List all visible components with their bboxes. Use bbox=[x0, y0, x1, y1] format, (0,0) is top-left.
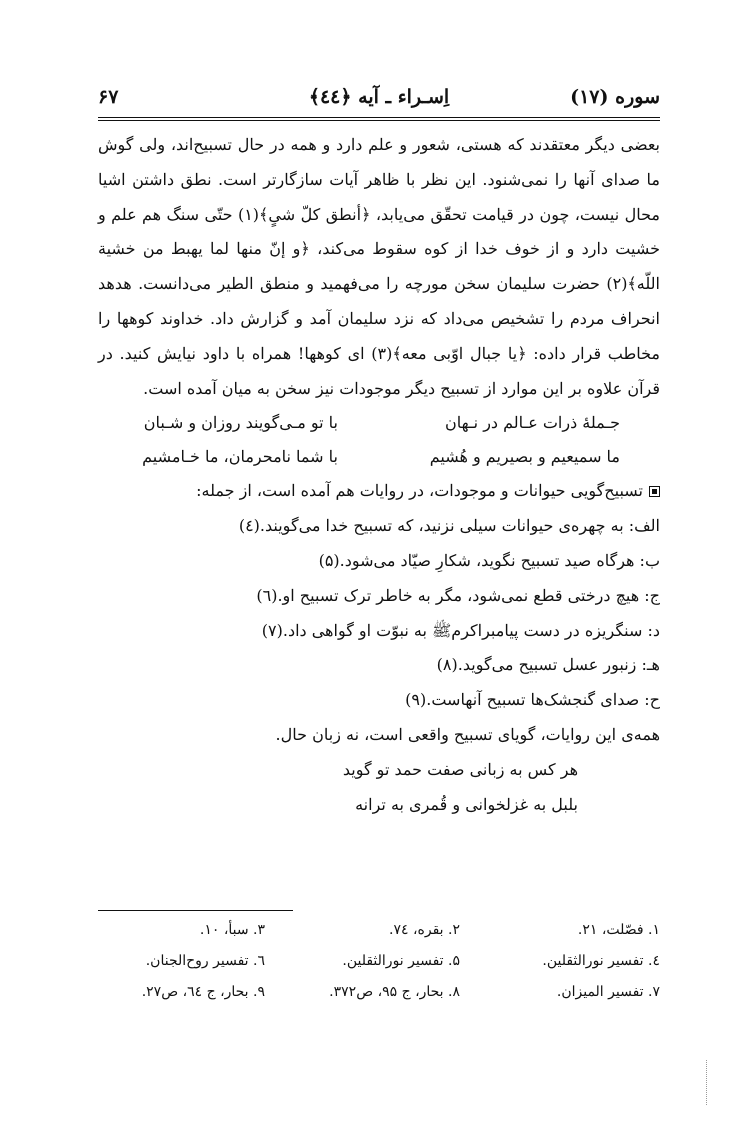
verse-hemistich: با تو مـی‌گویند روزان و شـبان bbox=[143, 413, 338, 433]
footnote-row bbox=[98, 953, 660, 984]
footnotes bbox=[98, 922, 660, 1015]
list-item: ب: هرگاه صید تسبیح نگوید، شکارِ صیّاد می‌شود.(۵) bbox=[318, 550, 660, 570]
section-intro bbox=[98, 474, 660, 509]
verse-couplet bbox=[98, 440, 660, 474]
header-rule bbox=[98, 117, 660, 118]
footnote: ٦. تفسیر روح‌الجنان. bbox=[145, 953, 265, 969]
square-bullet-icon bbox=[649, 486, 660, 497]
section-intro-text: تسبیح‌گویی حیوانات و موجودات، در روایات هم آمده است، از جمله: bbox=[196, 481, 643, 501]
narrations-list bbox=[98, 509, 660, 718]
main-text bbox=[98, 128, 660, 822]
footnote: ۵. تفسیر نورالثقلین. bbox=[342, 953, 460, 969]
verse-couplet bbox=[98, 406, 660, 440]
verse-hemistich: با شما نامحرمان، ما خـامشیم bbox=[142, 447, 338, 467]
surah-label: سوره (۱۷) bbox=[570, 86, 660, 108]
page-number: ۶۷ bbox=[98, 86, 119, 108]
paragraph: بعضی دیگر معتقدند که هستی، شعور و علم دارد و همه در حال تسبیح‌اند، ولی گوش ما صدای آنها را نمی‌شنود. این نظر با ظاهر آیات سازگارتر است. نطق داشتن اشیا محال نیست، چون در قیامت تحقّق می‌یابد، ﴿أنطق کلّ شیٍ﴾(۱) حتّی سنگ هم علم و خشیت دارد و از خوف خدا از کوه سقوط می‌کند، ﴿و إنّ منها لما یهبط من خشیة اللّه﴾(۲) حضرت سلیمان سخن مورچه را می‌فهمید و منطق الطیر می‌دانست. هدهد انحراف مردم را تشخیص می‌داد که نزد سلیمان آمد و گزارش داد. خداوند کوهها را مخاطب قرار داده: ﴿یا جبال اوّبی معه﴾(۳) ای کوهها! همراه با داود نیایش کنید. در قرآن علاوه بر این موارد از تسبیح دیگر موجودات نیز سخن به میان آمده است. bbox=[98, 135, 661, 398]
footnote: ۲. بقره، ۷٤. bbox=[389, 922, 460, 938]
footnote-row bbox=[98, 984, 660, 1015]
footnote: ۳. سبأ، ۱۰. bbox=[199, 922, 265, 938]
verse-hemistich: ما سمیعیم و بصیریم و هُشیم bbox=[429, 447, 620, 467]
footnote: ۹. بحار، ج ٦٤، ص۲۷. bbox=[141, 984, 265, 1000]
list-item: الف: به چهره‌ی حیوانات سیلی نزنید، که تسبیح خدا می‌گویند.(٤) bbox=[238, 516, 660, 536]
conclusion: همه‌ی این روایات، گویای تسبیح واقعی است، نه زبان حال. bbox=[275, 724, 660, 744]
poem-line: بلبل به غزلخوانی و قُمری به ترانه bbox=[355, 794, 578, 814]
page-header bbox=[98, 86, 660, 118]
list-item: هـ: زنبور عسل تسبیح می‌گوید.(۸) bbox=[436, 655, 660, 675]
list-item: ج: هیچ درختی قطع نمی‌شود، مگر به خاطر ترک تسبیح او.(٦) bbox=[256, 585, 660, 605]
verse-title: اِسـراء ـ آیه ﴿٤٤﴾ bbox=[308, 86, 450, 108]
poem-line: هر کس به زبانی صفت حمد تو گوید bbox=[342, 759, 578, 779]
scan-margin-mark bbox=[706, 1060, 708, 1105]
footnote-rule bbox=[98, 910, 293, 911]
footnote: ۷. تفسیر المیزان. bbox=[556, 984, 660, 1000]
footnote-row bbox=[98, 922, 660, 953]
footnote: ۸. بحار، ج ۹۵، ص۳۷۲. bbox=[329, 984, 460, 1000]
list-item: د: سنگریزه در دست پیامبراکرمﷺ به نبوّت او گواهی داد.(۷) bbox=[261, 620, 660, 640]
header-rule-second bbox=[98, 120, 660, 121]
verse-hemistich: جـملهٔ ذرات عـالم در نـهان bbox=[444, 413, 620, 433]
list-item: ح: صدای گنجشک‌ها تسبیح آنهاست.(۹) bbox=[405, 690, 660, 710]
footnote: ٤. تفسیر نورالثقلین. bbox=[542, 953, 660, 969]
footnote: ۱. فصّلت، ۲۱. bbox=[577, 922, 660, 938]
